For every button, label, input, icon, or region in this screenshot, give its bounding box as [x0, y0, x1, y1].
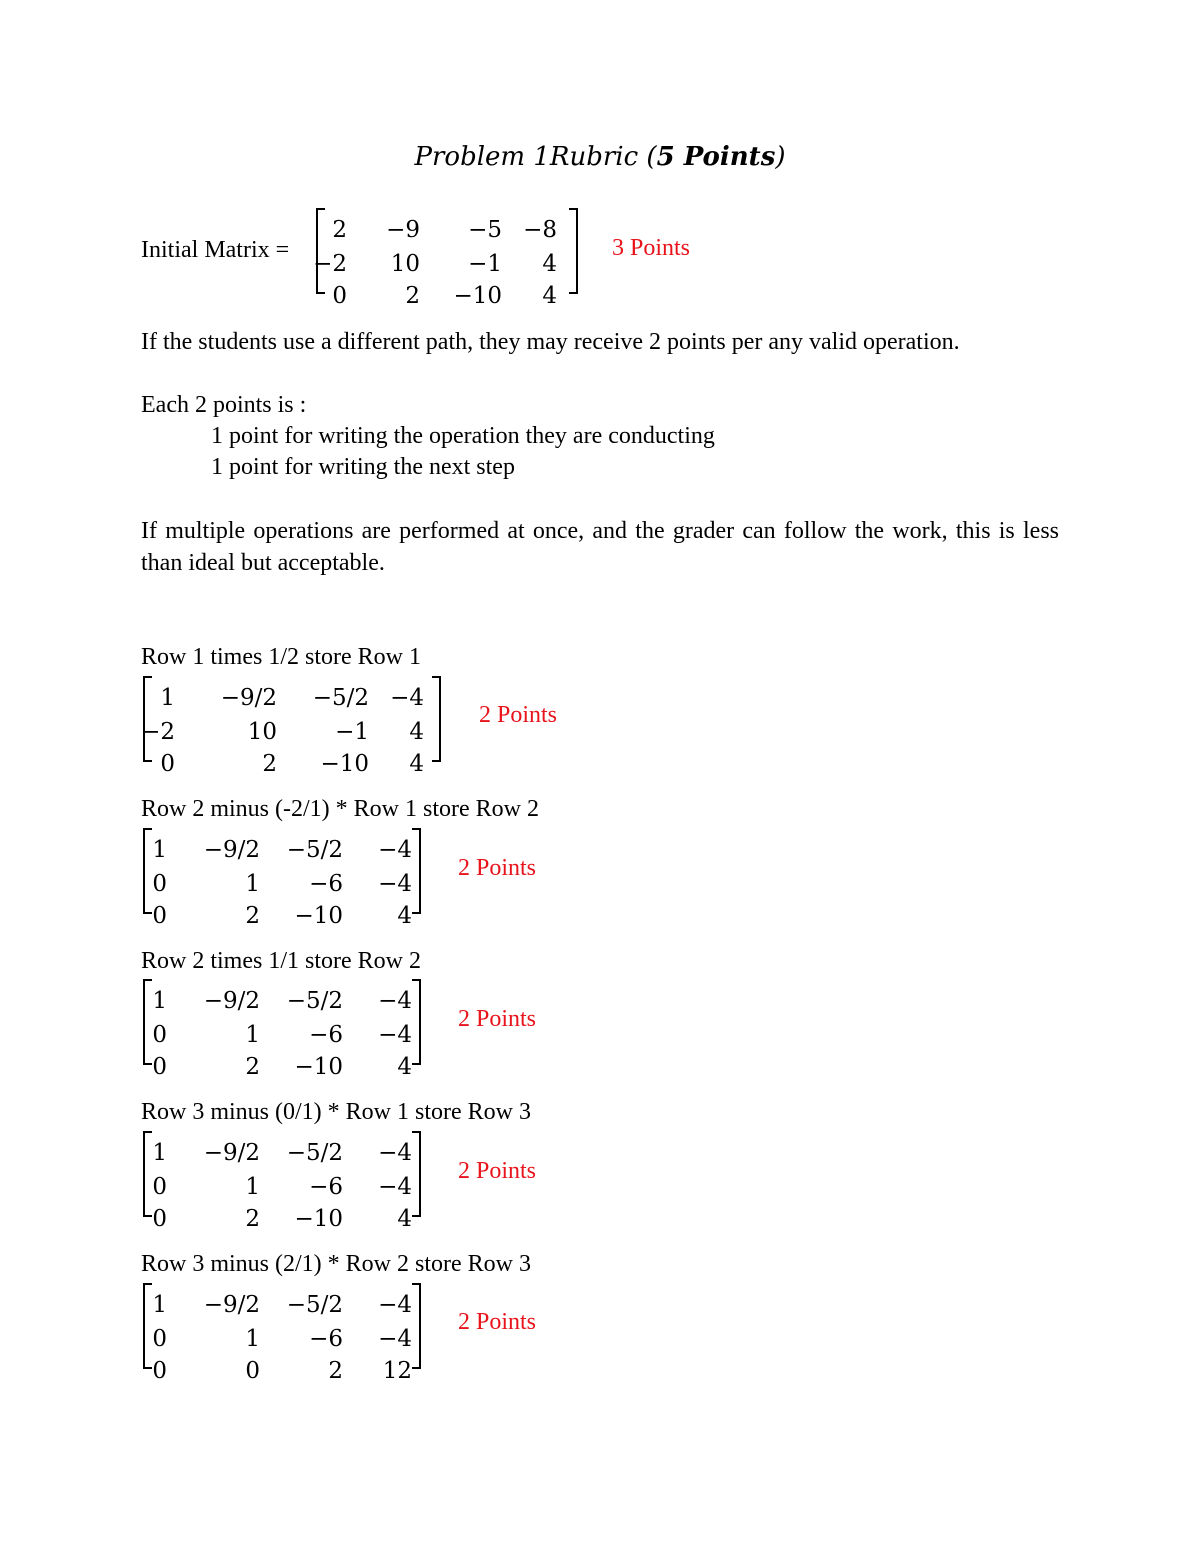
- initial-matrix: [313, 208, 578, 309]
- matrix-cell: −2: [313, 251, 347, 277]
- matrix-cell: 1: [152, 837, 167, 863]
- matrix-cell: 0: [152, 1022, 167, 1048]
- matrix-cell: 0: [152, 1358, 167, 1384]
- matrix-cell: 10: [390, 251, 420, 277]
- step-1-operation: Row 1 times 1/2 store Row 1: [141, 644, 421, 670]
- matrix-right-bracket: [412, 1283, 421, 1369]
- matrix-cell: −5/2: [286, 988, 343, 1014]
- matrix-cell: −10: [294, 1206, 343, 1232]
- step-4-matrix: [143, 1131, 421, 1232]
- step-4-operation: Row 3 minus (0/1) * Row 1 store Row 3: [141, 1099, 531, 1125]
- matrix-cell: 1: [160, 685, 175, 711]
- matrix-right-bracket: [569, 208, 578, 294]
- matrix-cell: −1: [468, 251, 502, 277]
- matrix-cell: 2: [332, 217, 347, 243]
- matrix-cell: −6: [309, 1326, 343, 1352]
- matrix-cell: −5/2: [312, 685, 369, 711]
- matrix-cell: −4: [378, 871, 412, 897]
- matrix-cell: 1: [245, 1022, 260, 1048]
- initial-matrix-label: Initial Matrix =: [141, 237, 290, 263]
- matrix-right-bracket: [432, 676, 441, 762]
- matrix-cell: 1: [152, 988, 167, 1014]
- matrix-cell: 4: [542, 283, 557, 309]
- matrix-cell: 0: [152, 1054, 167, 1080]
- matrix-cell: 1: [245, 1326, 260, 1352]
- matrix-left-bracket: [143, 1283, 152, 1369]
- matrix-cell: 1: [152, 1140, 167, 1166]
- each-points-heading: Each 2 points is :: [141, 392, 307, 418]
- matrix-cell: −4: [378, 1292, 412, 1318]
- step-5-points: 2 Points: [458, 1309, 537, 1335]
- step-1-matrix: [141, 676, 441, 777]
- matrix-cell: −1: [335, 719, 369, 745]
- matrix-cell: −6: [309, 1022, 343, 1048]
- matrix-cell: 0: [152, 1206, 167, 1232]
- matrix-cell: 4: [397, 1206, 412, 1232]
- each-points-item-2: 1 point for writing the next step: [211, 454, 515, 480]
- each-points-item-1: 1 point for writing the operation they are conducting: [211, 423, 715, 449]
- matrix-cell: 4: [397, 1054, 412, 1080]
- step-2-points: 2 Points: [458, 855, 537, 881]
- matrix-cell: 2: [245, 1054, 260, 1080]
- matrix-cell: 2: [245, 903, 260, 929]
- page-title: [0, 142, 1200, 172]
- matrix-cell: −5/2: [286, 1292, 343, 1318]
- matrix-cell: 2: [245, 1206, 260, 1232]
- initial-points: 3 Points: [612, 235, 691, 261]
- matrix-cell: 10: [247, 719, 277, 745]
- matrix-right-bracket: [412, 828, 421, 914]
- matrix-cell: 2: [405, 283, 420, 309]
- matrix-cell: 0: [160, 751, 175, 777]
- matrix-left-bracket: [143, 1131, 152, 1217]
- matrix-cell: 0: [152, 903, 167, 929]
- matrix-cell: −10: [294, 903, 343, 929]
- step-2-operation: Row 2 minus (-2/1) * Row 1 store Row 2: [141, 796, 539, 822]
- matrix-cell: 0: [332, 283, 347, 309]
- matrix-cell: 4: [397, 903, 412, 929]
- matrix-cell: −5/2: [286, 1140, 343, 1166]
- matrix-cell: −5/2: [286, 837, 343, 863]
- matrix-right-bracket: [412, 1131, 421, 1217]
- matrix-cell: −9/2: [220, 685, 277, 711]
- matrix-cell: 4: [542, 251, 557, 277]
- matrix-cell: −4: [378, 1022, 412, 1048]
- step-5-operation: Row 3 minus (2/1) * Row 2 store Row 3: [141, 1251, 531, 1277]
- matrix-cell: 0: [152, 1174, 167, 1200]
- matrix-cell: −8: [523, 217, 557, 243]
- matrix-cell: −4: [390, 685, 424, 711]
- different-path-note: If the students use a different path, they may receive 2 points per any valid operation.: [141, 329, 960, 355]
- matrix-cell: 2: [262, 751, 277, 777]
- matrix-cell: 1: [245, 871, 260, 897]
- step-3-matrix: [143, 979, 421, 1080]
- matrix-cell: −4: [378, 1140, 412, 1166]
- step-1-points: 2 Points: [479, 702, 558, 728]
- matrix-cell: −10: [320, 751, 369, 777]
- matrix-cell: −9: [386, 217, 420, 243]
- matrix-cell: −2: [141, 719, 175, 745]
- matrix-cell: 4: [409, 719, 424, 745]
- matrix-cell: −10: [453, 283, 502, 309]
- matrix-cell: −5: [468, 217, 502, 243]
- matrix-cell: −9/2: [203, 1292, 260, 1318]
- matrix-cell: −6: [309, 1174, 343, 1200]
- matrix-cell: −4: [378, 988, 412, 1014]
- matrix-cell: 2: [328, 1358, 343, 1384]
- title-suffix: ): [775, 142, 786, 172]
- matrix-cell: 0: [245, 1358, 260, 1384]
- matrix-cell: −6: [309, 871, 343, 897]
- matrix-left-bracket: [143, 979, 152, 1065]
- step-2-matrix: [143, 828, 421, 929]
- matrix-cell: 0: [152, 871, 167, 897]
- matrix-cell: −9/2: [203, 837, 260, 863]
- matrix-cell: −10: [294, 1054, 343, 1080]
- multiple-ops-note: If multiple operations are performed at once, and the grader can follow the work, this is less than ideal but acceptable.: [141, 518, 1059, 576]
- matrix-cell: −4: [378, 837, 412, 863]
- matrix-left-bracket: [143, 828, 152, 914]
- matrix-cell: 1: [245, 1174, 260, 1200]
- step-3-operation: Row 2 times 1/1 store Row 2: [141, 948, 421, 974]
- matrix-cell: 12: [382, 1358, 412, 1384]
- matrix-cell: −4: [378, 1174, 412, 1200]
- matrix-cell: 0: [152, 1326, 167, 1352]
- matrix-cell: −9/2: [203, 988, 260, 1014]
- title-bold: 5 Points: [656, 142, 776, 172]
- step-5-matrix: [143, 1283, 421, 1384]
- step-3-points: 2 Points: [458, 1006, 537, 1032]
- title-prefix: Problem 1Rubric (: [414, 142, 657, 172]
- step-4-points: 2 Points: [458, 1158, 537, 1184]
- matrix-cell: −9/2: [203, 1140, 260, 1166]
- matrix-cell: 1: [152, 1292, 167, 1318]
- matrix-cell: 4: [409, 751, 424, 777]
- matrix-right-bracket: [412, 979, 421, 1065]
- matrix-cell: −4: [378, 1326, 412, 1352]
